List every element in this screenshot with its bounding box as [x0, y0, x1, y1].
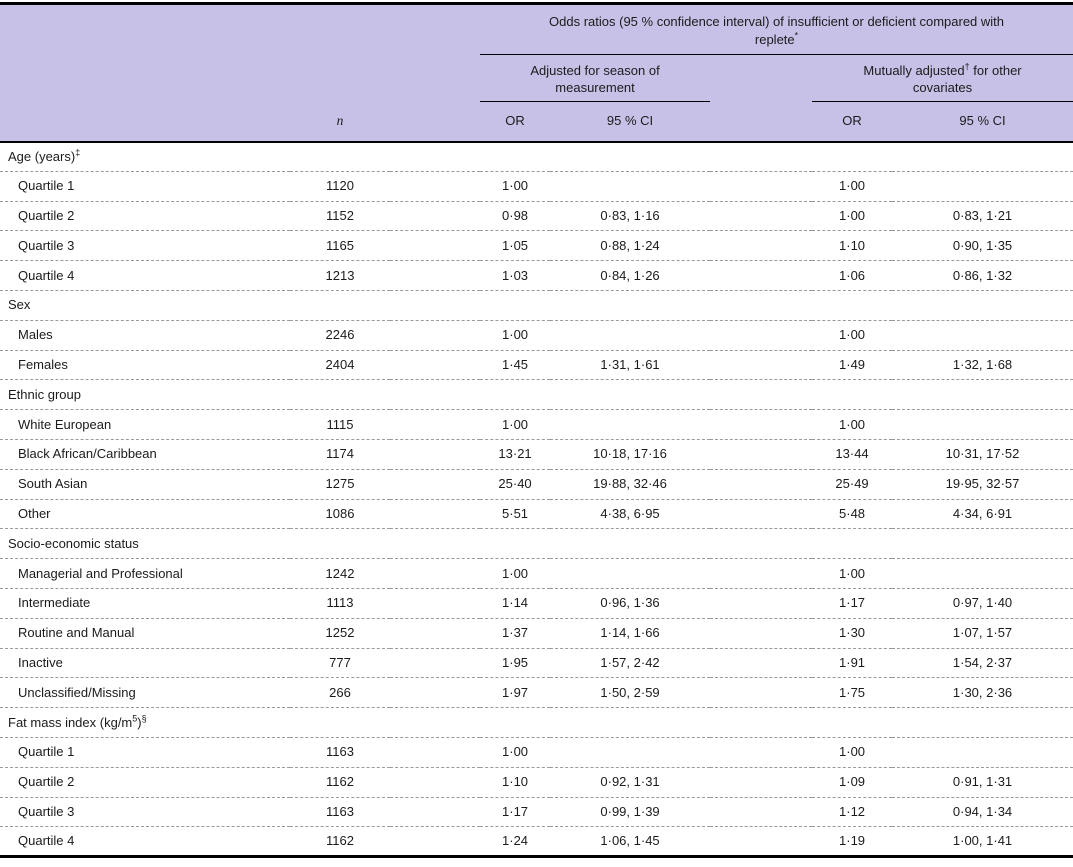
header-spacer — [710, 55, 812, 102]
section-row — [0, 529, 1073, 559]
title-footnote-marker: * — [794, 30, 799, 41]
ci-mutual-value — [892, 410, 1073, 440]
ci-mutual-value: 10·31, 17·52 — [892, 439, 1073, 469]
column-header-n: n — [290, 102, 390, 142]
ci-mutual-value: 1·30, 2·36 — [892, 678, 1073, 708]
data-row — [0, 439, 1073, 469]
row-label: Intermediate — [0, 588, 290, 618]
data-row — [0, 410, 1073, 440]
section-label-text: Age (years) — [8, 148, 76, 164]
n-value: 1174 — [290, 439, 390, 469]
section-row — [0, 142, 1073, 172]
group-header-mutual-label: Mutually adjusted† for other covariates — [863, 61, 1022, 95]
data-row — [0, 827, 1073, 857]
table-body — [0, 142, 1073, 857]
data-row — [0, 618, 1073, 648]
ci-season-value: 0·99, 1·39 — [550, 797, 710, 827]
or-mutual-value: 1·10 — [812, 231, 892, 261]
n-value: 2246 — [290, 320, 390, 350]
section-footnote-marker: 5 — [132, 713, 138, 724]
ci-season-value: 4·38, 6·95 — [550, 499, 710, 529]
data-row — [0, 201, 1073, 231]
table-title-text: Odds ratios (95 % confidence interval) of insufficient or deficient compared with — [549, 14, 1005, 29]
row-label: White European — [0, 410, 290, 440]
n-value: 2404 — [290, 350, 390, 380]
section-label — [0, 708, 1073, 738]
ci-season-value — [550, 171, 710, 201]
ci-mutual-value: 1·07, 1·57 — [892, 618, 1073, 648]
row-label: Quartile 4 — [0, 827, 290, 857]
ci-season-value: 0·88, 1·24 — [550, 231, 710, 261]
section-row — [0, 290, 1073, 320]
ci-season-value: 0·83, 1·16 — [550, 201, 710, 231]
gap-cell — [390, 410, 480, 440]
or-season-value: 1·00 — [480, 559, 550, 589]
row-label: Males — [0, 320, 290, 350]
gap-cell — [390, 559, 480, 589]
or-season-value: 1·00 — [480, 737, 550, 767]
ci-mutual-value: 0·83, 1·21 — [892, 201, 1073, 231]
ci-mutual-value: 1·54, 2·37 — [892, 648, 1073, 678]
gap-cell — [710, 320, 812, 350]
or-mutual-value: 25·49 — [812, 469, 892, 499]
or-mutual-value: 1·49 — [812, 350, 892, 380]
gap-cell — [710, 499, 812, 529]
row-label: Black African/Caribbean — [0, 439, 290, 469]
n-value: 1165 — [290, 231, 390, 261]
column-header-ci-season: 95 % CI — [550, 102, 710, 142]
ci-season-value: 0·92, 1·31 — [550, 767, 710, 797]
or-season-value: 1·37 — [480, 618, 550, 648]
data-row — [0, 797, 1073, 827]
gap-cell — [390, 827, 480, 857]
odds-ratio-table — [0, 2, 1073, 858]
ci-mutual-value — [892, 737, 1073, 767]
section-label — [0, 142, 1073, 172]
or-mutual-value: 1·91 — [812, 648, 892, 678]
gap-cell — [390, 618, 480, 648]
ci-season-value — [550, 737, 710, 767]
or-season-value: 1·14 — [480, 588, 550, 618]
data-row — [0, 469, 1073, 499]
section-row — [0, 708, 1073, 738]
section-label-text: Sex — [8, 297, 31, 313]
or-mutual-value: 1·19 — [812, 827, 892, 857]
gap-cell — [390, 678, 480, 708]
row-label: Quartile 2 — [0, 201, 290, 231]
header-group-row — [0, 55, 1073, 102]
or-season-value: 13·21 — [480, 439, 550, 469]
gap-cell — [710, 797, 812, 827]
ci-season-value: 1·06, 1·45 — [550, 827, 710, 857]
ci-mutual-value — [892, 320, 1073, 350]
gap-cell — [710, 231, 812, 261]
gap-cell — [390, 767, 480, 797]
ci-season-value: 19·88, 32·46 — [550, 469, 710, 499]
gap-cell — [390, 201, 480, 231]
or-season-value: 1·97 — [480, 678, 550, 708]
n-value: 1275 — [290, 469, 390, 499]
ci-season-value: 0·84, 1·26 — [550, 261, 710, 291]
data-row — [0, 499, 1073, 529]
or-mutual-value: 1·30 — [812, 618, 892, 648]
ci-mutual-value: 0·86, 1·32 — [892, 261, 1073, 291]
or-season-value: 25·40 — [480, 469, 550, 499]
section-label — [0, 380, 1073, 410]
gap-cell — [390, 439, 480, 469]
gap-cell — [390, 261, 480, 291]
n-value: 1152 — [290, 201, 390, 231]
ci-season-value — [550, 559, 710, 589]
ci-season-value: 1·50, 2·59 — [550, 678, 710, 708]
or-mutual-value: 1·00 — [812, 410, 892, 440]
or-season-value: 1·05 — [480, 231, 550, 261]
section-row — [0, 380, 1073, 410]
section-label-text: Fat mass index (kg/m — [8, 714, 133, 730]
column-header-or-season: OR — [480, 102, 550, 142]
n-value: 1163 — [290, 737, 390, 767]
section-footnote-marker: ‡ — [75, 147, 81, 158]
row-label: Quartile 3 — [0, 797, 290, 827]
column-header-or-mutual: OR — [812, 102, 892, 142]
group-footnote-marker: † — [964, 61, 970, 72]
n-value: 1120 — [290, 171, 390, 201]
or-season-value: 1·95 — [480, 648, 550, 678]
or-season-value: 1·24 — [480, 827, 550, 857]
gap-cell — [710, 827, 812, 857]
row-label: Routine and Manual — [0, 618, 290, 648]
header-spacer — [0, 55, 480, 102]
ci-season-value: 1·14, 1·66 — [550, 618, 710, 648]
n-value: 1162 — [290, 767, 390, 797]
ci-season-value: 1·31, 1·61 — [550, 350, 710, 380]
row-label: Quartile 1 — [0, 737, 290, 767]
ci-mutual-value: 0·94, 1·34 — [892, 797, 1073, 827]
n-value: 1242 — [290, 559, 390, 589]
or-mutual-value: 1·00 — [812, 737, 892, 767]
or-season-value: 1·03 — [480, 261, 550, 291]
data-row — [0, 588, 1073, 618]
n-value: 1086 — [290, 499, 390, 529]
or-mutual-value: 1·00 — [812, 171, 892, 201]
data-row — [0, 261, 1073, 291]
or-season-value: 1·10 — [480, 767, 550, 797]
or-mutual-value: 1·75 — [812, 678, 892, 708]
row-label: Females — [0, 350, 290, 380]
row-label: Quartile 2 — [0, 767, 290, 797]
or-mutual-value: 1·00 — [812, 320, 892, 350]
ci-mutual-value — [892, 559, 1073, 589]
gap-cell — [710, 618, 812, 648]
or-mutual-value: 13·44 — [812, 439, 892, 469]
group-header-season — [480, 55, 710, 102]
gap-cell — [710, 410, 812, 440]
gap-cell — [710, 767, 812, 797]
group-header-season-label: Adjusted for season of measurement — [530, 63, 660, 95]
gap-cell — [390, 499, 480, 529]
gap-cell — [710, 559, 812, 589]
row-label: South Asian — [0, 469, 290, 499]
ci-mutual-value: 0·91, 1·31 — [892, 767, 1073, 797]
data-row — [0, 559, 1073, 589]
gap-cell — [390, 350, 480, 380]
section-label-text: Socio-economic status — [8, 535, 139, 551]
n-value: 1163 — [290, 797, 390, 827]
ci-mutual-value: 19·95, 32·57 — [892, 469, 1073, 499]
ci-mutual-value: 0·90, 1·35 — [892, 231, 1073, 261]
table-title — [480, 4, 1073, 55]
section-label-text: ) — [137, 714, 142, 730]
ci-season-value: 10·18, 17·16 — [550, 439, 710, 469]
gap-cell — [390, 588, 480, 618]
gap-cell — [390, 797, 480, 827]
or-season-value: 1·17 — [480, 797, 550, 827]
or-season-value: 0·98 — [480, 201, 550, 231]
or-mutual-value: 1·00 — [812, 201, 892, 231]
ci-mutual-value: 0·97, 1·40 — [892, 588, 1073, 618]
header-spacer — [710, 102, 812, 142]
data-row — [0, 320, 1073, 350]
or-season-value: 5·51 — [480, 499, 550, 529]
n-value: 777 — [290, 648, 390, 678]
or-mutual-value: 1·09 — [812, 767, 892, 797]
row-label: Quartile 3 — [0, 231, 290, 261]
gap-cell — [710, 678, 812, 708]
row-label: Quartile 4 — [0, 261, 290, 291]
ci-mutual-value — [892, 171, 1073, 201]
gap-cell — [390, 737, 480, 767]
data-row — [0, 767, 1073, 797]
section-label — [0, 290, 1073, 320]
gap-cell — [710, 737, 812, 767]
header-column-row — [0, 102, 1073, 142]
or-mutual-value: 1·06 — [812, 261, 892, 291]
table-header — [0, 4, 1073, 142]
n-value: 1213 — [290, 261, 390, 291]
ci-mutual-value: 4·34, 6·91 — [892, 499, 1073, 529]
gap-cell — [390, 171, 480, 201]
gap-cell — [390, 469, 480, 499]
column-header-ci-mutual: 95 % CI — [892, 102, 1073, 142]
data-row — [0, 350, 1073, 380]
header-spacer — [390, 102, 480, 142]
table-title-text-line2: replete — [754, 32, 795, 47]
or-season-value: 1·00 — [480, 320, 550, 350]
gap-cell — [710, 261, 812, 291]
data-row — [0, 231, 1073, 261]
ci-season-value: 1·57, 2·42 — [550, 648, 710, 678]
or-mutual-value: 1·17 — [812, 588, 892, 618]
section-label-text: Ethnic group — [8, 386, 81, 402]
gap-cell — [710, 469, 812, 499]
gap-cell — [710, 648, 812, 678]
row-label: Other — [0, 499, 290, 529]
row-label: Managerial and Professional — [0, 559, 290, 589]
section-footnote-marker: § — [141, 713, 147, 724]
gap-cell — [710, 588, 812, 618]
or-mutual-value: 5·48 — [812, 499, 892, 529]
header-spacer — [0, 4, 480, 55]
ci-season-value — [550, 410, 710, 440]
gap-cell — [390, 648, 480, 678]
row-label: Unclassified/Missing — [0, 678, 290, 708]
gap-cell — [710, 171, 812, 201]
header-title-row — [0, 4, 1073, 55]
header-spacer — [0, 102, 290, 142]
data-row — [0, 648, 1073, 678]
or-mutual-value: 1·00 — [812, 559, 892, 589]
n-value: 1115 — [290, 410, 390, 440]
data-row — [0, 171, 1073, 201]
gap-cell — [390, 231, 480, 261]
data-row — [0, 737, 1073, 767]
n-value: 1113 — [290, 588, 390, 618]
row-label: Inactive — [0, 648, 290, 678]
n-value: 1162 — [290, 827, 390, 857]
ci-season-value — [550, 320, 710, 350]
or-season-value: 1·45 — [480, 350, 550, 380]
ci-season-value: 0·96, 1·36 — [550, 588, 710, 618]
section-label — [0, 529, 1073, 559]
group-header-mutual — [812, 55, 1073, 102]
ci-mutual-value: 1·32, 1·68 — [892, 350, 1073, 380]
ci-mutual-value: 1·00, 1·41 — [892, 827, 1073, 857]
gap-cell — [710, 201, 812, 231]
n-value: 266 — [290, 678, 390, 708]
or-season-value: 1·00 — [480, 410, 550, 440]
gap-cell — [710, 350, 812, 380]
gap-cell — [390, 320, 480, 350]
n-value: 1252 — [290, 618, 390, 648]
row-label: Quartile 1 — [0, 171, 290, 201]
data-row — [0, 678, 1073, 708]
gap-cell — [710, 439, 812, 469]
or-mutual-value: 1·12 — [812, 797, 892, 827]
or-season-value: 1·00 — [480, 171, 550, 201]
